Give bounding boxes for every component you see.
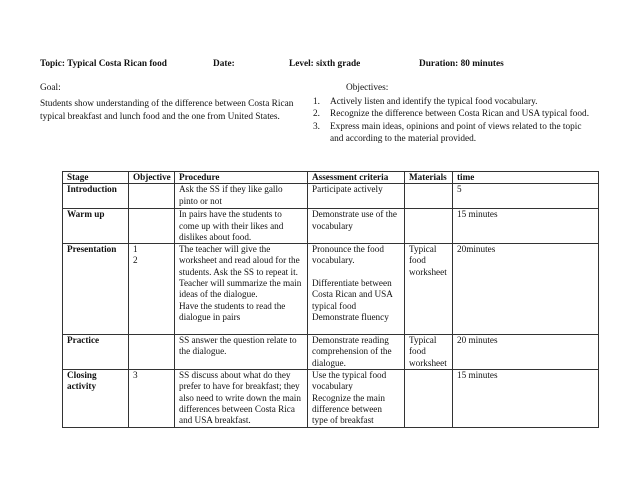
header-objective: Objective (129, 172, 175, 184)
time-cell: 20minutes (453, 244, 599, 335)
assessment-cell: Demonstrate reading comprehension of the dialogue. (308, 335, 405, 370)
objective-item (313, 108, 591, 120)
date-heading: Date: (213, 59, 235, 69)
assessment-cell: Pronounce the food vocabulary. Differentiate between Costa Rican and USA typical food Demonstrate fluency (308, 244, 405, 335)
header-assessment: Assessment criteria (308, 172, 405, 184)
time-cell: 5 (453, 184, 599, 209)
procedure-cell: SS answer the question relate to the dialogue. (175, 335, 308, 370)
table-row (63, 244, 599, 335)
procedure-cell: The teacher will give the worksheet and read aloud for the students. Ask the SS to repeat it. Teacher will summarize the main ideas of the dialogue. Have the students to read the dialogue in pairs (175, 244, 308, 335)
header-procedure: Procedure (175, 172, 308, 184)
objective-cell: 3 (129, 370, 175, 427)
level-heading: Level: sixth grade (289, 59, 361, 69)
stage-cell: Practice (63, 335, 129, 370)
assessment-cell: Demonstrate use of the vocabulary (308, 209, 405, 244)
table-row (63, 209, 599, 244)
materials-cell (405, 209, 453, 244)
objective-item (313, 96, 591, 108)
table-row (63, 184, 599, 209)
materials-cell (405, 184, 453, 209)
procedure-cell: In pairs have the students to come up with their likes and dislikes about food. (175, 209, 308, 244)
materials-cell: Typical food worksheet (405, 244, 453, 335)
procedure-cell: Ask the SS if they like gallo pinto or not (175, 184, 308, 209)
time-cell: 20 minutes (453, 335, 599, 370)
objectives-list (313, 96, 591, 146)
objective-text: Recognize the difference between Costa Rican and USA typical food. (330, 109, 590, 120)
objective-number: 3. (313, 121, 320, 132)
stage-cell: Introduction (63, 184, 129, 209)
stage-cell: Closing activity (63, 370, 129, 427)
materials-cell (405, 370, 453, 427)
objectives-title: Objectives: (346, 83, 389, 93)
header-materials: Materials (405, 172, 453, 184)
assessment-cell: Participate actively (308, 184, 405, 209)
objective-number: 2. (313, 109, 320, 120)
table-row (63, 370, 599, 427)
objective-cell (129, 209, 175, 244)
topic-heading: Topic: Typical Costa Rican food (40, 59, 167, 69)
materials-cell: Typical food worksheet (405, 335, 453, 370)
stage-cell: Warm up (63, 209, 129, 244)
objective-text: Actively listen and identify the typical food vocabulary. (330, 97, 538, 107)
goal-text: Students show understanding of the difference between Costa Rican typical breakfast and lunch food and the one from United States. (40, 99, 294, 122)
procedure-cell: SS discuss about what do they prefer to have for breakfast; they also need to write down the main differences between Costa Rica and USA breakfast. (175, 370, 308, 427)
time-cell: 15 minutes (453, 370, 599, 427)
lesson-plan-table (62, 171, 599, 428)
stage-cell: Presentation (63, 244, 129, 335)
objective-cell (129, 335, 175, 370)
time-cell: 15 minutes (453, 209, 599, 244)
objective-cell: 1 2 (129, 244, 175, 335)
objective-item (313, 121, 591, 146)
objective-text: Express main ideas, opinions and point of views related to the topic and according to the material provided. (330, 121, 582, 145)
table-header-row (63, 172, 599, 184)
objective-number: 1. (313, 97, 320, 107)
table-row (63, 335, 599, 370)
header-stage: Stage (63, 172, 129, 184)
objective-cell (129, 184, 175, 209)
assessment-cell: Use the typical food vocabulary Recognize the main difference between type of breakfast (308, 370, 405, 427)
goal-label: Goal: (40, 83, 61, 93)
header-time: time (453, 172, 599, 184)
duration-heading: Duration: 80 minutes (419, 59, 504, 69)
